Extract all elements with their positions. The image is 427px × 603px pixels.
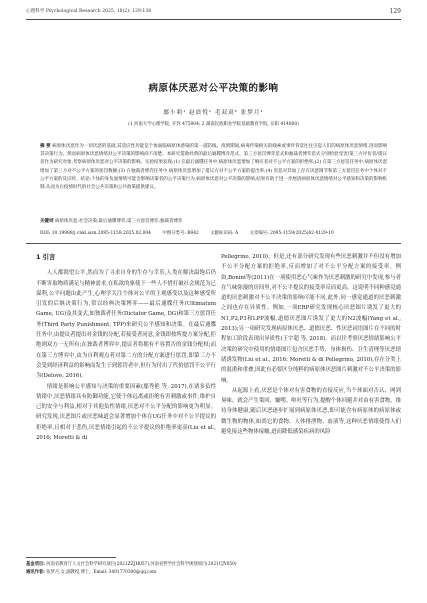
metadata-rule bbox=[26, 243, 401, 244]
journal-citation: 心理科学 Psychological Research 2025, 18(2): 129-138 bbox=[26, 9, 152, 14]
body-paragraph: 从起源上看,厌恶是个体对有害食物的直接反应,当个体面对否认、网到臭味、就会产生策回、嫌嘿、呕吐等行为,提醒个体回避并对由有害食物、维持身体健康,随后厌恶逐步扩展到病原体厌恶,即可能含有病原体的病原体或微生物的物体,如尚它的食物、人体排泄物、血液等,这种厌恶情绪使得人们避免接这些物体接触,进而降低感染疾病的风险 bbox=[221, 387, 401, 436]
contact-text: 张梦月,女,副教授,博士。Email: 3491770300@qq.com bbox=[46, 570, 157, 575]
fund-text: 河南省教育厅人文社会科学研究项目(2021ZZJH057),河南省哲学社会科学规划项目(2021CJY050) bbox=[46, 562, 237, 567]
left-column bbox=[36, 252, 216, 443]
article-metadata bbox=[40, 230, 387, 238]
author-list: 鄢小莉¹ 赵晨悦¹ 毛双双² 张梦月¹ bbox=[163, 110, 264, 116]
section-heading-introduction: 1 引言 bbox=[36, 253, 56, 261]
funding-footnote bbox=[26, 561, 401, 577]
page-number: 129 bbox=[389, 8, 401, 15]
body-paragraph: 人人都渴望公平,然而为了寻求自身的生存与幸乐,人类在解决温饱后仍不断害取物质满足与精神需求,在私欲的驱使下一些人不惜打破社会规范为已谋利,公平问题由此产生,心理学关注个体对公平的主观感受以及这种感受所引发的后继决策行为,常以经典决策博弈——最后通牒任务(Ultimatum Game, UG)及其变式,如独裁者任务(Dictator Game, DG)和第三方惩罚任务(Third Party Punishment, TPP)来研究公平感知和决策。在最后通牒任务中,由提议者提出对金钱的分配,若接受者同意,金钱即按所提方案分配,拒绝则双方一无所有;在独裁者博弈中,提议者将拥有不容置否的金钱分配权;而在第三方博弈中,由为自利观点者对第二方的分配方案进行惩罚,即第三方不会受到经济利益的影响而发生于到惩罚者中,但行为付出了代价惩罚不公平行为(Delove, 2016)。 bbox=[36, 270, 216, 380]
paper-title: 病原体厌恶对公平决策的影响 bbox=[148, 83, 279, 94]
footnote-rule bbox=[26, 557, 116, 558]
keywords bbox=[40, 218, 387, 226]
abstract bbox=[40, 143, 387, 192]
body-paragraph: 情绪是影响公平感知与决策的重要因素(鄢秀艳 等, 2017),在诸多负性情绪中,厌恶情绪具有防御功能,它使个体远离或拒绝有害刺激或事件,维护自己的安全与利益,相对于其他负性情绪,厌恶对不公平分配的影响更为明显。研究发现,厌恶图片或厌恶味道会显著增加个体在UG任务中对不公平提议的拒绝率,且相对于悲伤,厌恶情绪引起的不公平提议的拒绝率更高(Liu et al., 2016; Moretti & di bbox=[36, 383, 216, 442]
fund-label: 基金项目: bbox=[26, 562, 45, 567]
body-paragraph: Pellegrino, 2010)。但是,还有部分研究发现有些厌恶刺激并不但没有增加不公平分配方案的拒绝率,反而增加了对不公平分配方案的接受率。例如,Bonini等(2011)在一项使用恶心气味作为厌恶刺激的研究中发现,参与者在气味弥漫的房间里,对不公平提议的接受率反而更高。这说明不同种感觉通道的厌恶刺激对不公平决策的影响可能不同,此外,同一感觉通道的厌恶刺激之间也存在异质性。例如,一项ERP研究发现核心厌恶图片诱发了更大的N1,P2,P3和LPP波幅,道德厌恶图片诱发了更大的N2波幅(Yang et al., 2013);另一项研究发现病原体厌恶、道德厌恶、性厌恶词语图片在不同的时程加工阶段表现出异质性(王宇超 等, 2018)。而以往考察厌恶情绪影响公平决策的研究中使用的情绪图片包含厌恶手势、身体损伤、卫生清理等厌恶情绪诱发物(Liu et al., 2016; Moretti & di Pellegrino, 2010),存在分类上的混淆和重叠,因此有必要区分纯粹的病原体厌恶图片刺激对不公平决策的影响。 bbox=[221, 254, 401, 384]
keywords-label: 关键词 bbox=[40, 219, 54, 224]
doi[interactable]: DOI: 10.19988/j.cnki.issn.2095-1159.2025.02.004 bbox=[40, 231, 151, 236]
affiliation: (1 河南大学心理学院, 开封 475004; 2 湖南民族职业学院基础教育学院, 岳阳 414000) bbox=[128, 122, 299, 127]
abstract-text: 病原体厌恶作为一切厌恶的基础,其适应性功能是个体面临病原体感染的第一道防线。疫情期间,病毒传染相关的线索或事件背景往往引起人们的病原体厌恶情绪,进而影响其决策行为。然而病原体厌恶情绪对公平决策的影响尚不清楚。本研究借助经典的最后通牒博弈范式、第三方惩罚博弈范式和独裁者博弈范式分别检验受害/第三方评价者/提议者作为研究对象,考察病原体厌恶对公平决策的影响。实验结果发现:(1) 在最后通牒任务中,病原体厌恶增加了响应者对不公平方案的拒绝率;(2) 在第三方惩罚任务中,病原体厌恶增加了第三方对不公平方案的惩罚数额;(3) 在独裁者博弈任务中,病原体厌恶增加了提议方对不公平方案的提出率;(4) 厌恶对其加工存在厌恶调节和第三方惩罚任务中个体对不公平方案的反应时。结论:个体的身负面情绪可能会影响决策者的公平决策行为,病原体厌恶对公平决策的影响,结果有助于进一步厘清病原体厌恶情绪对公平感知和决策的影响机制,从而为后疫情时代的社会公共决策和公共政策提供建议。 bbox=[40, 144, 387, 191]
header-rule bbox=[26, 19, 401, 20]
contact-label: 通讯作者: bbox=[26, 570, 45, 575]
clc-number: 中图分类号: B842 bbox=[162, 231, 199, 236]
right-column bbox=[221, 252, 401, 437]
keywords-text: 病原体厌恶;社会决策;最后通牒博弈;第三方惩罚博弈;独裁者博弈 bbox=[54, 219, 183, 224]
running-header bbox=[26, 6, 401, 18]
article-number: 文章编号: 2095-1159(2025)02-0129-10 bbox=[249, 231, 334, 236]
document-code: 文献标识码: A bbox=[210, 231, 239, 236]
abstract-label: 摘 要 bbox=[40, 144, 51, 149]
